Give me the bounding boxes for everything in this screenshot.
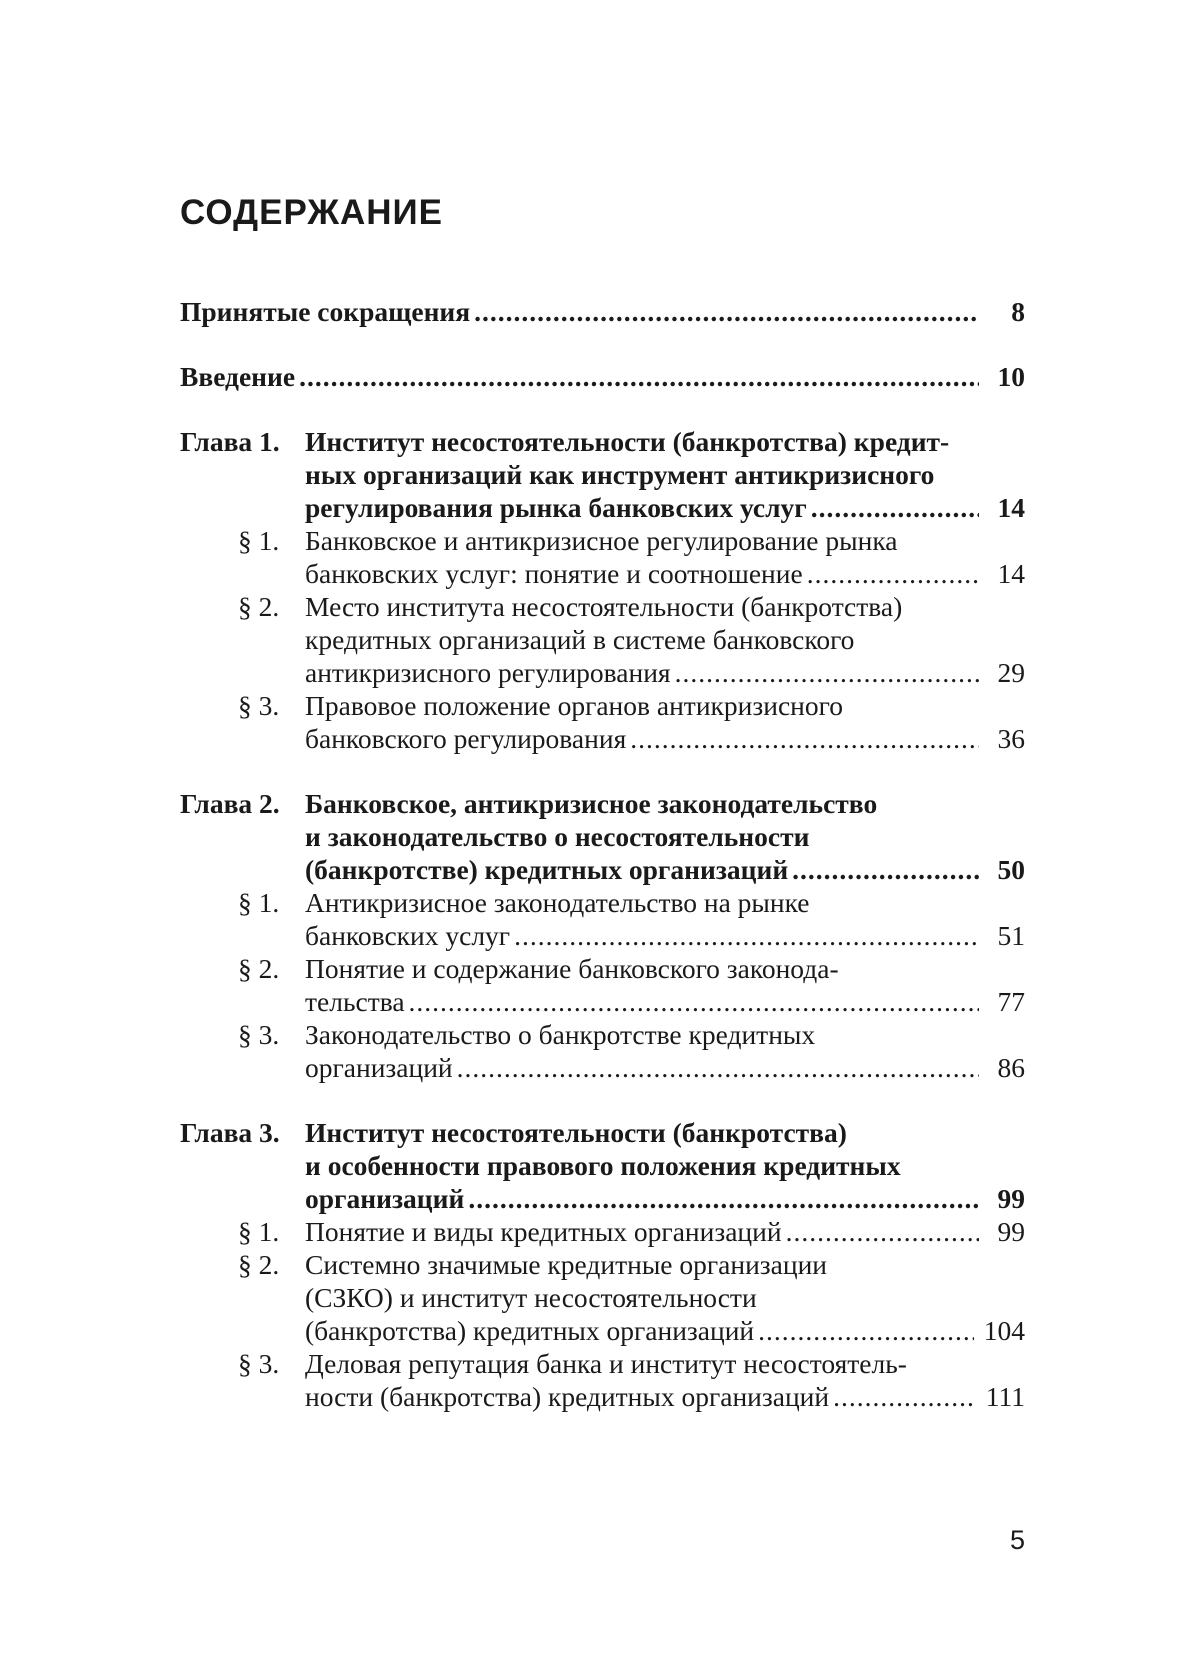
dot-leader xyxy=(811,491,979,524)
toc-section[interactable] xyxy=(180,952,1025,1018)
section-title-line: (СЗКО) и институт несостоятельности xyxy=(305,1282,757,1313)
toc-page-number: 111 xyxy=(985,1381,1025,1412)
dot-leader xyxy=(807,557,979,590)
chapter-title-line: Институт несостоятельности (банкротства) xyxy=(305,1117,847,1148)
toc-page-number: 10 xyxy=(997,361,1025,392)
toc-section[interactable] xyxy=(180,590,1025,689)
section-number: § 1. xyxy=(238,1216,280,1247)
section-number: § 1. xyxy=(238,887,280,918)
toc-entry-title: Введение xyxy=(180,361,296,392)
section-title-line: Правовое положение органов антикризисного xyxy=(305,690,843,721)
dot-leader xyxy=(457,1051,979,1084)
section-title-line: Место института несостоятельности (банкротства) xyxy=(305,591,903,622)
section-number: § 2. xyxy=(238,1249,280,1280)
toc-page-number: 77 xyxy=(997,986,1025,1017)
dot-leader xyxy=(833,1380,976,1413)
toc-page-number: 29 xyxy=(997,657,1025,688)
section-title-line: антикризисного регулирования xyxy=(305,657,671,688)
toc-entry-title: Принятые сокращения xyxy=(180,296,471,327)
dot-leader xyxy=(758,1314,974,1347)
chapter-title-line: Банковское, антикризисное законодательство xyxy=(305,788,878,819)
dot-leader xyxy=(675,656,979,689)
chapter-heading[interactable] xyxy=(180,787,1025,886)
chapter-title-line: и особенности правового положения кредитных xyxy=(305,1150,901,1181)
toc-section[interactable] xyxy=(180,1248,1025,1347)
dot-leader xyxy=(299,360,979,393)
dot-leader xyxy=(409,985,979,1018)
toc-section[interactable] xyxy=(180,1215,1025,1248)
section-number: § 3. xyxy=(238,690,280,721)
chapter-label: Глава 1. xyxy=(180,426,280,457)
section-title-line: организаций xyxy=(305,1052,453,1083)
dot-leader xyxy=(514,919,979,952)
section-number: § 2. xyxy=(238,591,280,622)
section-number: § 3. xyxy=(238,1019,280,1050)
page-number: 5 xyxy=(1010,1525,1026,1555)
section-title-line: банковского регулирования xyxy=(305,723,627,754)
toc-page-number: 36 xyxy=(997,723,1025,754)
dot-leader xyxy=(792,853,979,886)
chapter-heading[interactable] xyxy=(180,1116,1025,1215)
toc-section[interactable] xyxy=(180,1347,1025,1413)
chapter-heading[interactable] xyxy=(180,425,1025,524)
toc-entry-introduction[interactable] xyxy=(180,360,1025,393)
chapter-title-line: Институт несостоятельности (банкротства) кредит- xyxy=(305,426,950,457)
chapter-title-line: регулирования рынка банковских услуг xyxy=(305,492,807,523)
section-title-line: банковских услуг xyxy=(305,920,511,951)
toc-section[interactable] xyxy=(180,1018,1025,1084)
dot-leader xyxy=(474,295,979,328)
chapter-label: Глава 2. xyxy=(180,788,280,819)
toc-page-number: 8 xyxy=(1011,296,1025,327)
dot-leader xyxy=(786,1215,979,1248)
toc-chapter-1 xyxy=(180,425,1025,755)
chapter-title-line: организаций xyxy=(305,1183,465,1214)
toc-page-number: 99 xyxy=(997,1183,1025,1214)
dot-leader xyxy=(630,722,979,755)
section-title-line: (банкротства) кредитных организаций xyxy=(305,1315,755,1346)
toc-page-number: 14 xyxy=(997,492,1025,523)
toc-chapter-3 xyxy=(180,1116,1025,1413)
section-title-line: Понятие и виды кредитных организаций xyxy=(305,1216,782,1247)
section-title-line: Понятие и содержание банковского законода- xyxy=(305,953,839,984)
section-title-line: Антикризисное законодательство на рынке xyxy=(305,887,810,918)
chapter-title-line: (банкротстве) кредитных организаций xyxy=(305,854,789,885)
toc-page-number: 99 xyxy=(997,1216,1025,1247)
chapter-label: Глава 3. xyxy=(180,1117,280,1148)
toc-page-number: 50 xyxy=(997,854,1025,885)
table-of-contents xyxy=(180,295,1025,1445)
dot-leader xyxy=(468,1182,979,1215)
chapter-title-line: и законодательство о несостоятельности xyxy=(305,821,810,852)
section-title-line: тельства xyxy=(305,986,405,1017)
section-title-line: Законодательство о банкротстве кредитных xyxy=(305,1019,816,1050)
toc-page-number: 14 xyxy=(997,558,1025,589)
section-title-line: Деловая репутация банка и институт несостоятель- xyxy=(305,1348,907,1379)
toc-page-number: 104 xyxy=(983,1315,1025,1346)
toc-section[interactable] xyxy=(180,886,1025,952)
section-number: § 1. xyxy=(238,525,280,556)
toc-page-number: 51 xyxy=(997,920,1025,951)
section-title-line: банковских услуг: понятие и соотношение xyxy=(305,558,803,589)
chapter-title-line: ных организаций как инструмент антикризисного xyxy=(305,459,935,490)
section-title-line: Банковское и антикризисное регулирование рынка xyxy=(305,525,898,556)
toc-section[interactable] xyxy=(180,689,1025,755)
section-title-line: ности (банкротства) кредитных организаций xyxy=(305,1381,830,1412)
section-title-line: Системно значимые кредитные организации xyxy=(305,1249,828,1280)
toc-section[interactable] xyxy=(180,524,1025,590)
section-title-line: кредитных организаций в системе банковского xyxy=(305,624,855,655)
page-title: СОДЕРЖАНИЕ xyxy=(180,193,444,232)
toc-page-number: 86 xyxy=(997,1052,1025,1083)
section-number: § 3. xyxy=(238,1348,280,1379)
toc-entry-abbreviations[interactable] xyxy=(180,295,1025,328)
section-number: § 2. xyxy=(238,953,280,984)
toc-chapter-2 xyxy=(180,787,1025,1084)
